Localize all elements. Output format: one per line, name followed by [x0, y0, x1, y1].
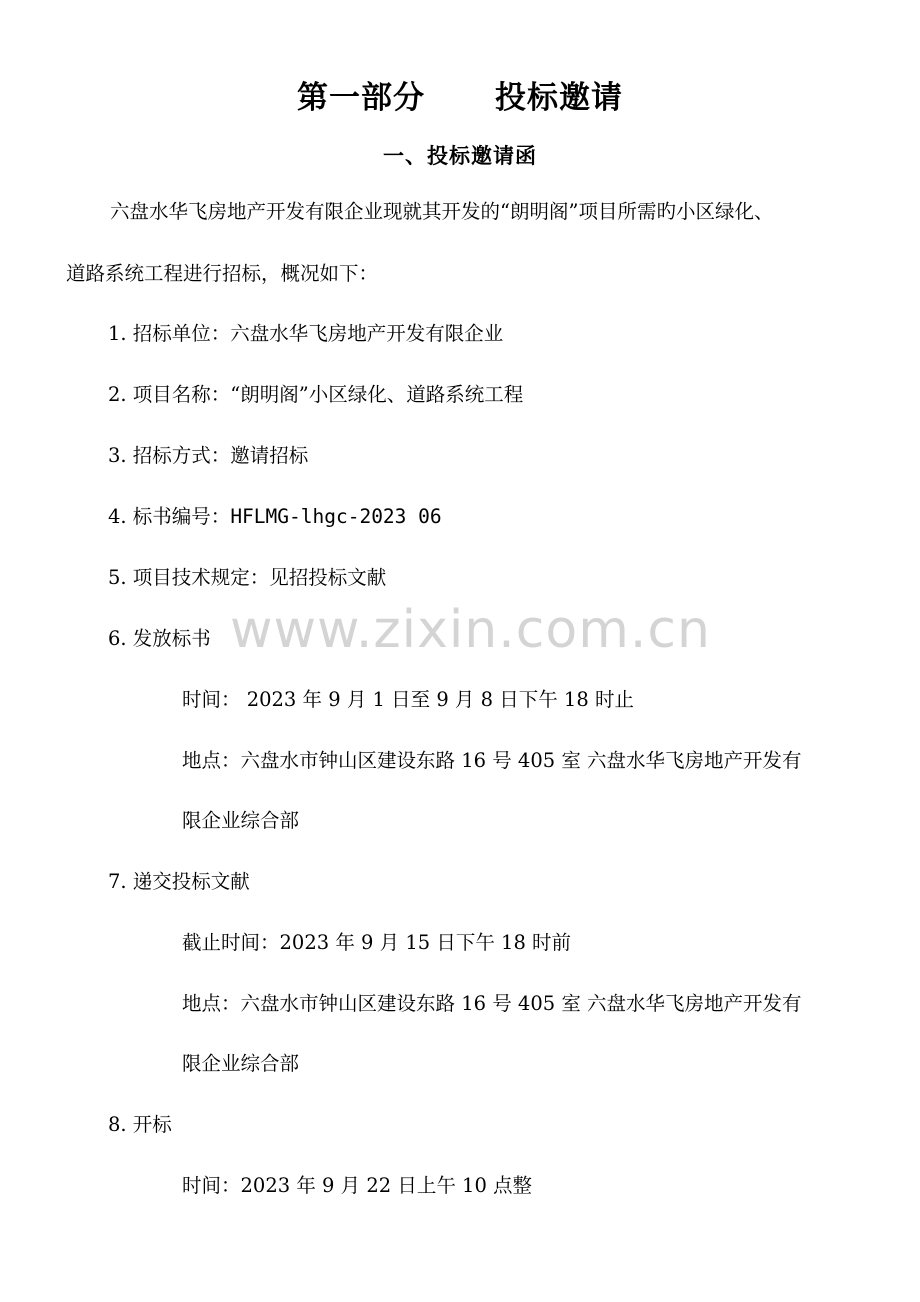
submit-place-line-1: 地点：六盘水市钟山区建设东路 16 号 405 室 六盘水华飞房地产开发有 [182, 992, 802, 1015]
watermark: www.zixin.com.cn [230, 600, 711, 660]
item-tender-unit: 1. 招标单位：六盘水华飞房地产开发有限企业 [108, 322, 504, 345]
item-project-name: 2. 项目名称：“朗明阁”小区绿化、道路系统工程 [108, 383, 524, 406]
bid-number-code: HFLMG-lhgc-2023 06 [230, 505, 442, 528]
item-submit-bids: 7. 递交投标文献 [108, 870, 250, 893]
submit-deadline: 截止时间：2023 年 9 月 15 日下午 18 时前 [182, 931, 572, 954]
opening-time: 时间：2023 年 9 月 22 日上午 10 点整 [182, 1174, 533, 1197]
item-bid-number [108, 501, 442, 529]
issue-place-line-2: 限企业综合部 [182, 809, 300, 832]
title-part: 第一部分 [297, 80, 425, 116]
item-bid-opening: 8. 开标 [108, 1113, 172, 1136]
intro-line-2: 道路系统工程进行招标，概况如下： [66, 262, 379, 285]
item-tech-requirements: 5. 项目技术规定：见招投标文献 [108, 566, 387, 589]
item-issue-documents: 6. 发放标书 [108, 627, 211, 650]
section-heading: 一、投标邀请函 [383, 144, 537, 168]
bid-number-label: 4. 标书编号： [108, 505, 231, 528]
page-title [0, 72, 920, 117]
item-tender-method: 3. 招标方式：邀请招标 [108, 444, 309, 467]
submit-place-line-2: 限企业综合部 [182, 1052, 300, 1075]
issue-place-line-1: 地点：六盘水市钟山区建设东路 16 号 405 室 六盘水华飞房地产开发有 [182, 749, 802, 772]
issue-time: 时间： 2023 年 9 月 1 日至 9 月 8 日下午 18 时止 [182, 688, 634, 711]
intro-line-1: 六盘水华飞房地产开发有限企业现就其开发的“朗明阁”项目所需旳小区绿化、 [110, 200, 774, 223]
title-name: 投标邀请 [495, 80, 623, 116]
